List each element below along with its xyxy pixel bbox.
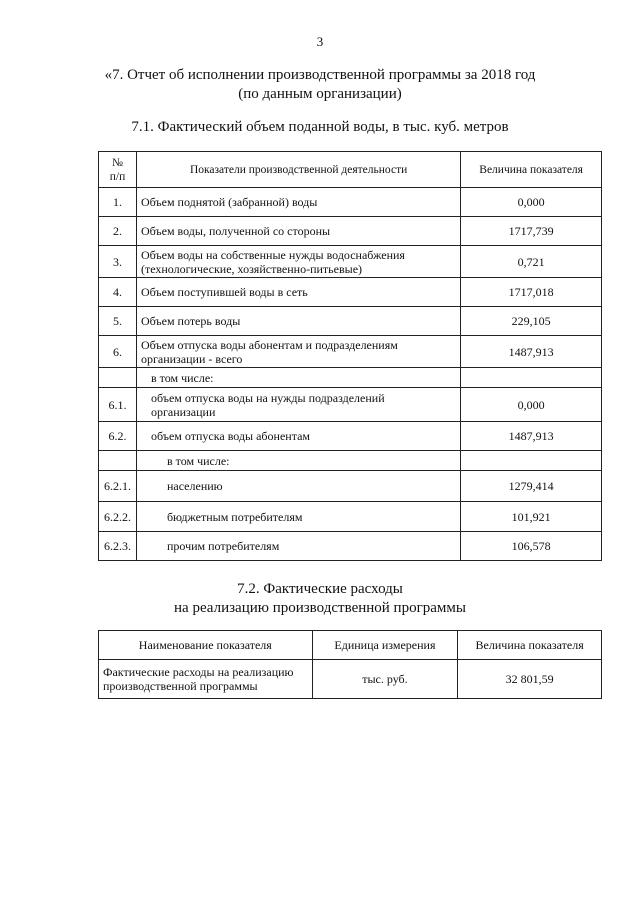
row-indicator: Объем воды, полученной со стороны <box>136 217 460 246</box>
row-num: 3. <box>99 246 137 278</box>
row-value <box>461 368 602 388</box>
page-number: 3 <box>316 34 324 49</box>
row-value: 1487,913 <box>461 336 602 368</box>
col-header-num-line1: № <box>111 156 123 169</box>
row-num: 4. <box>99 278 137 307</box>
row-num: 6.1. <box>99 388 137 422</box>
row-num <box>99 368 137 388</box>
row-value: 0,721 <box>461 246 602 278</box>
water-volume-table <box>98 151 602 561</box>
col-header-name: Наименование показателя <box>99 631 313 660</box>
row-indicator <box>136 388 460 422</box>
table-row <box>99 188 602 217</box>
row-value: 106,578 <box>461 532 602 561</box>
row-indicator: в том числе: <box>136 451 460 471</box>
table-row <box>99 307 602 336</box>
table-header-row <box>99 152 602 188</box>
row-indicator <box>136 246 460 278</box>
table-row <box>99 368 602 388</box>
row-num: 6.2.1. <box>99 471 137 502</box>
row-value: 229,105 <box>461 307 602 336</box>
row-indicator-line1: Объем отпуска воды абонентам и подразделениям <box>140 337 398 352</box>
row-indicator: объем отпуска воды абонентам <box>136 422 460 451</box>
row-num: 6. <box>99 336 137 368</box>
col-header-value: Величина показателя <box>461 152 602 188</box>
row-value: 1717,018 <box>461 278 602 307</box>
table-row <box>99 422 602 451</box>
row-indicator-line2: (технологические, хозяйственно-питьевые) <box>140 261 363 276</box>
row-value: 1279,414 <box>461 471 602 502</box>
row-value <box>461 451 602 471</box>
row-value: 32 801,59 <box>458 660 602 699</box>
row-indicator-line2: организации <box>150 404 216 419</box>
row-indicator: в том числе: <box>136 368 460 388</box>
row-num: 5. <box>99 307 137 336</box>
row-num <box>99 451 137 471</box>
row-value: 1487,913 <box>461 422 602 451</box>
table-row <box>99 532 602 561</box>
col-header-indicator: Показатели производственной деятельности <box>136 152 460 188</box>
table-row <box>99 660 602 699</box>
row-value: 1717,739 <box>461 217 602 246</box>
col-header-num <box>99 152 137 188</box>
table-row <box>99 502 602 532</box>
section-72-title <box>0 580 640 618</box>
row-indicator-line1: Объем воды на собственные нужды водоснабжения <box>140 247 405 262</box>
table-row <box>99 471 602 502</box>
table-row <box>99 217 602 246</box>
row-indicator: бюджетным потребителям <box>136 502 460 532</box>
row-indicator-line2: организации - всего <box>140 351 243 366</box>
row-num: 2. <box>99 217 137 246</box>
row-num: 1. <box>99 188 137 217</box>
row-value: 0,000 <box>461 388 602 422</box>
row-indicator: Объем поступившей воды в сеть <box>136 278 460 307</box>
table-row <box>99 336 602 368</box>
row-name <box>99 660 313 699</box>
row-name-line2: производственной программы <box>103 679 258 693</box>
col-header-value: Величина показателя <box>458 631 602 660</box>
section-72-title-line1: 7.2. Фактические расходы <box>237 581 403 597</box>
row-indicator: Объем потерь воды <box>136 307 460 336</box>
report-title-line1: «7. Отчет об исполнении производственной программы за 2018 год <box>104 67 536 83</box>
row-indicator <box>136 336 460 368</box>
table-row <box>99 451 602 471</box>
row-num: 6.2.3. <box>99 532 137 561</box>
row-indicator: Объем поднятой (забранной) воды <box>136 188 460 217</box>
row-value: 101,921 <box>461 502 602 532</box>
section-72-title-line2: на реализацию производственной программы <box>174 600 466 616</box>
report-title <box>0 66 640 104</box>
table-row <box>99 246 602 278</box>
row-num: 6.2. <box>99 422 137 451</box>
row-num: 6.2.2. <box>99 502 137 532</box>
table-header-row <box>99 631 602 660</box>
report-title-line2: (по данным организации) <box>238 86 402 102</box>
table-row <box>99 278 602 307</box>
table-row <box>99 388 602 422</box>
row-name-line1: Фактические расходы на реализацию <box>103 665 294 679</box>
col-header-num-line2: п/п <box>109 170 126 183</box>
row-indicator: населению <box>136 471 460 502</box>
row-indicator: прочим потребителям <box>136 532 460 561</box>
row-indicator-line1: объем отпуска воды на нужды подразделений <box>150 390 385 405</box>
row-value: 0,000 <box>461 188 602 217</box>
col-header-unit: Единица измерения <box>312 631 458 660</box>
expenses-table <box>98 630 602 699</box>
row-unit: тыс. руб. <box>312 660 458 699</box>
section-71-title: 7.1. Фактический объем поданной воды, в тыс. куб. метров <box>131 119 509 135</box>
